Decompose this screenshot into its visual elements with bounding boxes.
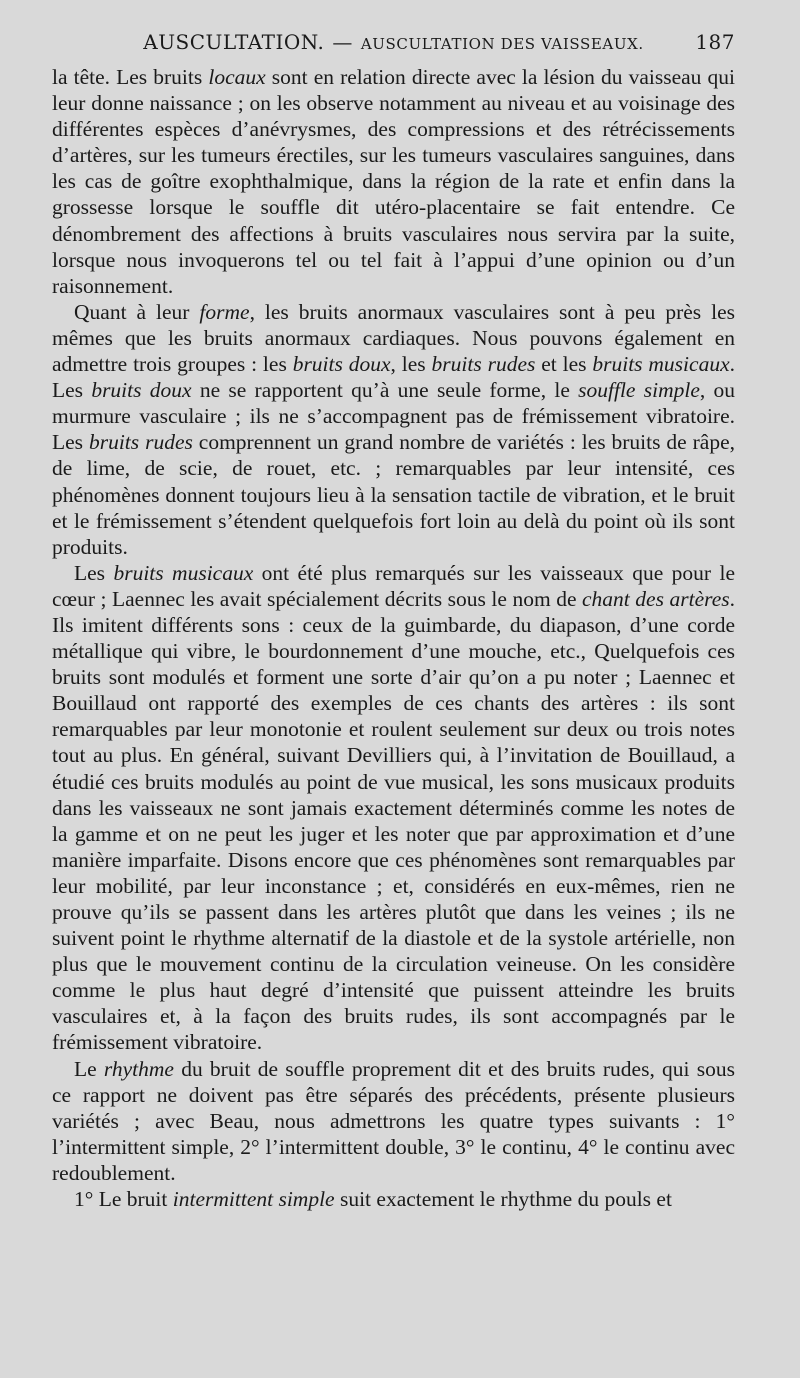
italic-run: souffle simple xyxy=(578,378,700,403)
text-run: suit exactement le rhythme du pouls et xyxy=(334,1187,672,1212)
text-run: sont en relation directe avec la lésion du vaisseau qui leur donne naissance ; on les observe notamment au niveau et au voisinage des différentes espèces d’anévrysmes, des compressions et des rétrécissements d’artères, sur les tumeurs érectiles, sur les tumeurs vasculaires sanguines, dans les cas de goître exophthalmique, dans la région de la rate et enfin dans la grossesse lorsque le souffle dit utéro-placentaire se fait entendre. Ce dénombrement des affections à bruits vasculaires nous servira par la suite, lorsque nous invoquerons tel ou tel fait à l’appui d’une opinion ou d’un raisonnement. xyxy=(52,65,735,298)
text-run: la tête. Les bruits xyxy=(52,65,209,89)
text-run: ont été plus remarqués sur les vaisseaux que pour le cœur ; Laennec les avait spécialement décrits sous le nom de xyxy=(52,560,736,611)
running-head-title: AUSCULTATION. xyxy=(143,30,325,54)
italic-run: rhythme xyxy=(103,1056,174,1081)
text-run: et les xyxy=(535,352,593,377)
text-run: Le xyxy=(74,1056,104,1081)
italic-run: forme xyxy=(199,299,250,324)
paragraph xyxy=(52,299,735,560)
paragraph xyxy=(52,1056,735,1186)
text-run: comprennent un grand nombre de variétés : les bruits de râpe, de lime, de scie, de rouet, etc. ; remarquables par leur intensité, ces phénomènes donnent toujours lieu à la sensation tactile de vibration, et le bruit et le frémissement s’étendent quelquefois fort loin au delà du point où ils sont produits. xyxy=(52,430,735,559)
paragraph xyxy=(52,560,735,1056)
text-run: , ou murmure vasculaire ; ils ne s’accompagnent pas de frémissement vibratoire. Les xyxy=(52,378,736,455)
running-head xyxy=(52,30,735,60)
paragraph xyxy=(52,64,735,299)
text-run: du bruit de souffle proprement dit et des bruits rudes, qui sous ce rapport ne doivent pas être séparés des précédents, présente plusieurs variétés ; avec Beau, nous admettrons les quatre types suivants : 1° l’intermittent simple, 2° l’intermittent double, 3° le continu, 4° le continu avec redoublement. xyxy=(52,1056,735,1185)
paragraph xyxy=(52,1186,735,1212)
body-text xyxy=(52,64,735,1212)
italic-run: bruits doux xyxy=(292,352,391,377)
italic-run: bruits rudes xyxy=(88,430,193,455)
text-run: Quant à leur xyxy=(74,299,200,324)
running-head-dash: — xyxy=(332,30,353,54)
page-number: 187 xyxy=(695,30,735,54)
text-run: Les xyxy=(74,560,114,585)
italic-run: intermittent simple xyxy=(172,1187,335,1212)
italic-run: chant des artères xyxy=(582,586,730,611)
running-head-subtitle: AUSCULTATION DES VAISSEAUX. xyxy=(360,35,644,53)
text-run: , les bruits anormaux vasculaires sont à peu près les mêmes que les bruits anormaux cardiaques. Nous pouvons également en admettre trois groupes : les xyxy=(52,299,736,377)
text-run: . Ils imitent différents sons : ceux de la guimbarde, du diapason, d’une corde métallique qui vibre, le bourdonnement d’une mouche, etc., Quelquefois ces bruits sont modulés et forment une sorte d’air qu’on a pu noter ; Laennec et Bouillaud ont rapporté des exemples de ces chants des artères : ils sont remarquables par leur monotonie et roulent seulement sur deux ou trois notes tout au plus. En général, suivant Devilliers qui, à l’invitation de Bouillaud, a étudié ces bruits modulés au point de vue musical, les sons musicaux produits dans les vaisseaux ne sont jamais exactement déterminés comme les notes de la gamme et on ne peut les juger et les noter que par approximation et d’une manière imparfaite. Disons encore que ces phénomènes sont remarquables par leur mobilité, par leur inconstance ; et, considérés en eux-mêmes, rien ne prouve qu’ils se passent dans les artères plutôt que dans les veines ; ils ne suivent point le rhythme alternatif de la diastole et de la systole artérielle, non plus que le mouvement continu de la circulation veineuse. On les considère comme le plus haut degré d’intensité que puissent atteindre les bruits vasculaires et, à la façon des bruits rudes, ils sont accompagnés par le frémissement vibratoire. xyxy=(52,586,735,1055)
text-run: , les xyxy=(390,352,432,377)
text-run: 1° Le bruit xyxy=(74,1187,173,1212)
italic-run: locaux xyxy=(208,65,266,89)
text-run: ne se rapportent qu’à une seule forme, le xyxy=(191,378,579,403)
italic-run: bruits musicaux xyxy=(113,560,254,585)
italic-run: bruits musicaux xyxy=(592,352,730,377)
text-run: . Les xyxy=(52,352,735,403)
italic-run: bruits rudes xyxy=(431,352,536,377)
italic-run: bruits doux xyxy=(91,378,192,403)
